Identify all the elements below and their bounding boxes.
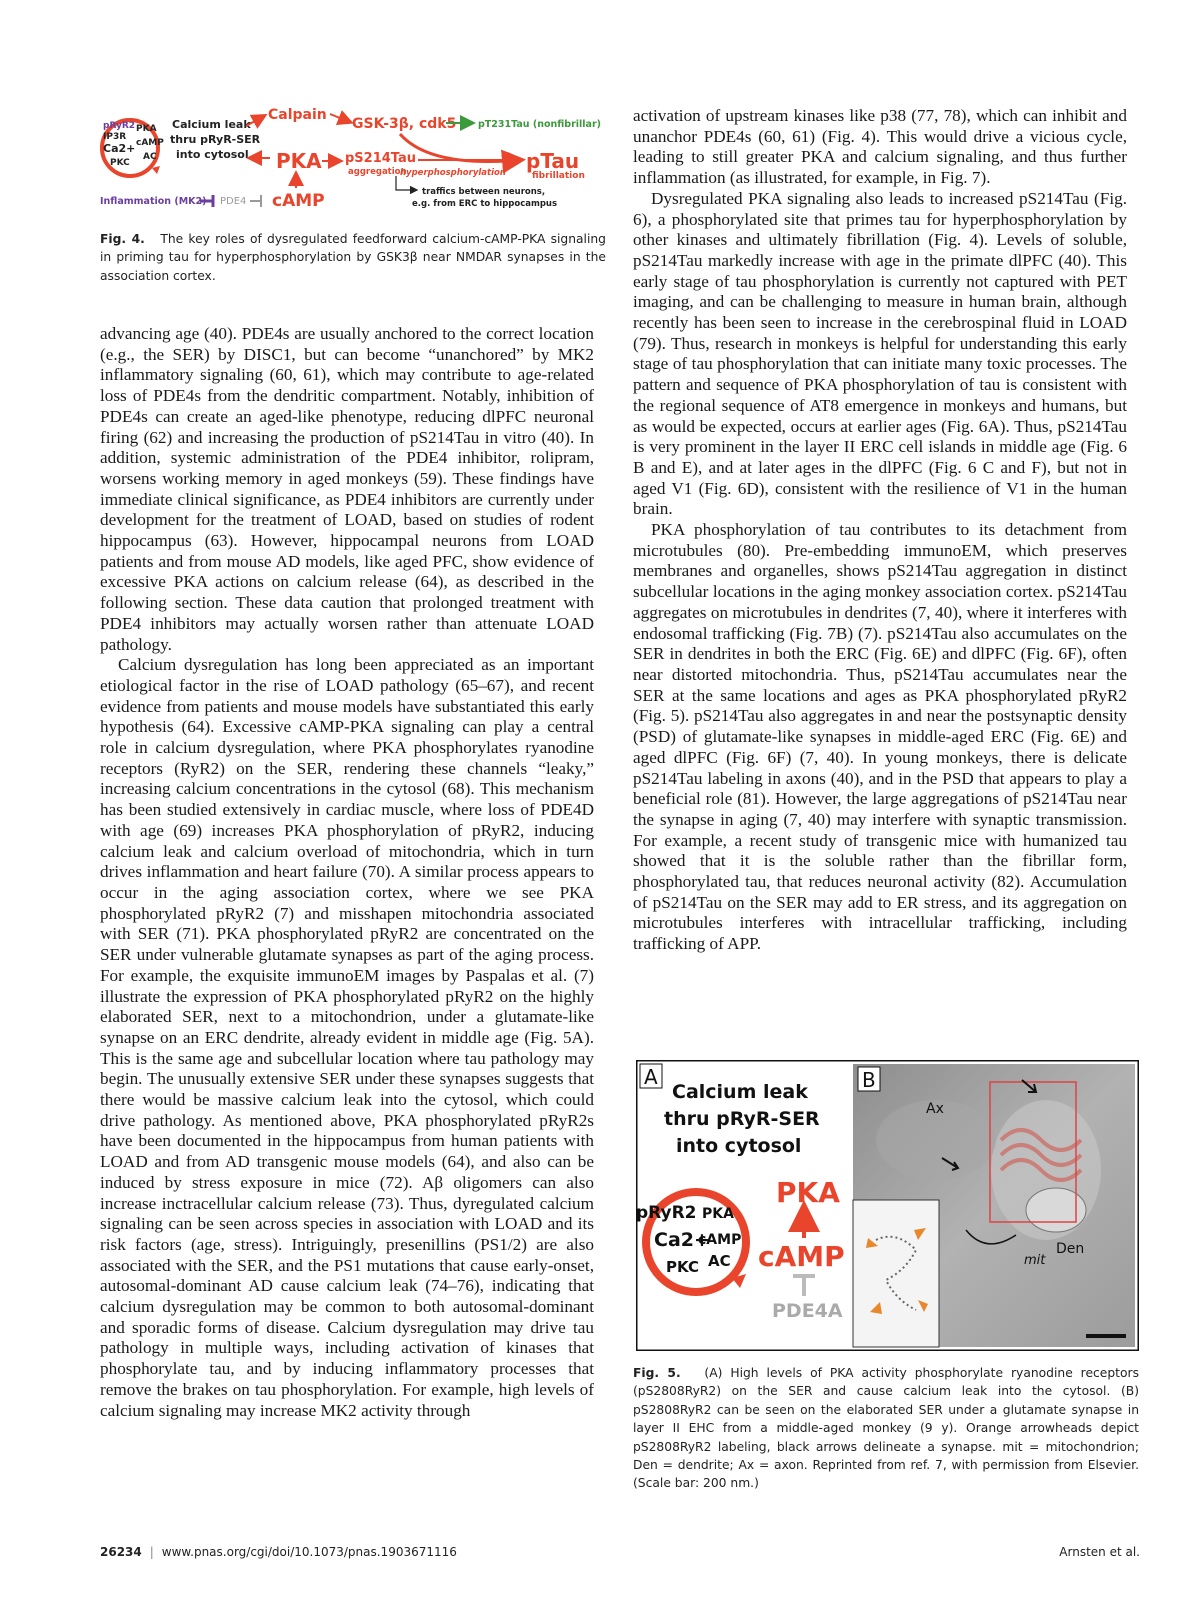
ring-label-ca: Ca2+	[103, 142, 136, 155]
panel-a-ring-pka: PKA	[702, 1206, 734, 1222]
right-paragraph-3: PKA phosphorylation of tau contributes to its detachment from microtubules (80). Pre-embedding immunoEM, which preserves membranes and organelles, shows pS214Tau aggregation in distinct subcellular locations in the aging monkey association cortex. pS214Tau aggregates on microtubules in dendrites (7, 40), where it interferes with endosomal trafficking (Fig. 7B) (7). pS214Tau also accumulates on the SER in dendrites in both the ERC (Fig. 6E) and dlPFC (Fig. 6F), often near distorted mitochondria. Thus, pS214Tau accumulates near the SER at the same locations and ages as PKA phosphorylated pRyR2 (Fig. 5). pS214Tau also aggregates in and near the postsynaptic density (PSD) of glutamate-like synapses in middle-aged ERC (Fig. 6E) and aged dlPFC (Fig. 6F) (7, 40). In young monkeys, there is delicate pS214Tau labeling in axons (40), and in the PSD that appears to play a beneficial role (81). However, the large aggregations of pS214Tau near the synapse in aging (7, 40) may interfere with synaptic transmission. For example, a recent study of transgenic mice with humanized tau showed that it is the soluble rather than the fibrillar form, phosphorylated tau, that reduces neuronal activity (82). Accumulation of pS214Tau on the SER may add to ER stress, and its aggregation on microtubules interferes with intracellular trafficking, including trafficking of APP.	[633, 520, 1127, 954]
ptau-label: pTau	[526, 149, 580, 173]
panel-a-title-1: Calcium leak	[672, 1081, 808, 1103]
right-paragraph-1: activation of upstream kinases like p38 (77, 78), which can inhibit and unanchor PDE4s (60, 61) (Fig. 4). This would drive a vicious cycle, leading to still greater PKA and calcium signaling, and thus further inflammation (as illustrated, for example, in Fig. 7).	[633, 106, 1127, 188]
arrow-gsk-to-ptau	[400, 134, 520, 162]
traffics-line1: traffics between neurons,	[422, 187, 546, 197]
calpain-label: Calpain	[268, 108, 327, 123]
left-column-text	[100, 324, 594, 1421]
page-footer-left	[100, 1545, 457, 1559]
em-mitochondrion	[1026, 1188, 1086, 1232]
arrow-to-gsk	[330, 114, 350, 122]
footer-separator: |	[149, 1545, 154, 1559]
page-number: 26234	[100, 1545, 142, 1559]
ring-label-pka: PKA	[136, 124, 157, 134]
fig4-diagram	[100, 108, 606, 218]
fibrillation-label: fibrillation	[532, 171, 585, 181]
panel-a-ring-camp: cAMP	[698, 1232, 742, 1248]
pde4-label: PDE4	[220, 196, 247, 207]
fig4-caption-text: The key roles of dysregulated feedforward calcium-cAMP-PKA signaling in priming tau for hyperphosphorylation by GSK3β near NMDAR synapses in the association cortex.	[100, 232, 606, 283]
pka-label: PKA	[276, 149, 322, 173]
fig4-caption-label: Fig. 4.	[100, 232, 145, 246]
pt231-label: pT231Tau (nonfibrillar)	[478, 119, 601, 130]
arrow-traffics	[396, 176, 416, 190]
calcium-leak-line2: thru pRyR-SER	[170, 133, 261, 146]
left-paragraph-1: advancing age (40). PDE4s are usually anchored to the correct location (e.g., the SER) by DISC1, but can become “unanchored” by MK2 inflammatory signaling (60, 61), which may contribute to age-related loss of PDE4s from the dendritic compartment. Notably, inhibition of PDE4s can create an aged-like phenotype, reducing dlPFC neuronal firing (62) and increasing the production of pS214Tau in vitro (40). In addition, systemic administration of the PDE4 inhibitor, rolipram, worsens working memory in aged monkeys (59). These findings have immediate clinical significance, as PDE4 inhibitors are currently under development for the treatment of LOAD, based on studies of rodent hippocampus (63). However, hippocampal neurons from LOAD patients and from mouse AD models, like aged PFC, show evidence of excessive PKA actions on calcium release (64), as described in the following section. These data caution that prolonged treatment with PDE4 inhibitors may actually worsen rather than attenuate LOAD pathology.	[100, 324, 594, 654]
left-paragraph-2: Calcium dysregulation has long been appreciated as an important etiological factor in the rise of LOAD pathology (65–67), and recent evidence from patients and mouse models have substantiated this early hypothesis (64). Excessive cAMP-PKA signaling can play a central role in calcium dysregulation, where PKA phosphorylates ryanodine receptors (RyR2) on the SER, rendering these channels “leaky,” increasing calcium concentrations in the cytosol (68). This mechanism has been studied extensively in cardiac muscle, where loss of PDE4D with age (69) increases PKA phosphorylation of pRyR2, inducing calcium leak and calcium overload of mitochondria, which in turn drives inflammation and heart failure (70). A similar process appears to occur in the aging association cortex, where we see PKA phosphorylated pRyR2 (7) and misshapen mitochondria associated with SER (71). PKA phosphorylated pRyR2 are concentrated on the SER under vulnerable glutamate synapses as part of the aging process. For example, the exquisite immunoEM images by Paspalas et al. (7) illustrate the expression of PKA phosphorylated pRyR2 on the highly elaborated SER, next to a mitochondrion, under a glutamate-like synapse on an ERC dendrite, already evident in middle age (Fig. 5A). This is the same age and subcellular location where tau pathology may begin. The unusually extensive SER under these synapses suggests that there would be massive calcium leak into the cytosol, which could drive pathology. As mentioned above, PKA phosphorylated pRyR2s have been documented in the hippocampus from human patients with LOAD and from AD transgenic mouse models (64), and also can be induced by stress exposure in mice (72). Aβ oligomers can also increase inctracellular calcium release (73). Thus, dyregulated calcium signaling can be seen across species in association with LOAD and its risk factors (age, stress). Intriguingly, presenillins (PS1/2) are also associated with the SER, and the PS1 mutations that cause early-onset, autosomal-dominant AD cause calcium leak (74–76), indicating that calcium dysregulation may be common to both autosomal-dominant and sporadic forms of disease. Calcium dysregulation may drive tau pathology in multiple ways, including activation of kinases that phosphorylate tau, and by inducing inflammatory processes that remove the brakes on tau phosphorylation. For example, high levels of calcium signaling may increase MK2 activity through	[100, 655, 594, 1420]
right-column-text	[633, 106, 1127, 955]
ring-label-pryr2: pRyR2	[103, 121, 136, 131]
panel-a-ring-ac: AC	[708, 1252, 731, 1270]
calcium-leak-line1: Calcium leak	[172, 118, 251, 131]
panel-a-ring-pryr2: pRyR2	[636, 1203, 697, 1223]
panel-a-ring-pkc: PKC	[666, 1258, 699, 1276]
footer-authors: Arnsten et al.	[1059, 1545, 1140, 1559]
traffics-line2: e.g. from ERC to hippocampus	[412, 199, 558, 209]
gsk-label: GSK-3β, cdk5	[352, 116, 457, 132]
ring-label-camp: cAMP	[136, 138, 164, 148]
ring-label-ip3r: IP3R	[103, 132, 127, 142]
fig5-caption-label: Fig. 5.	[633, 1366, 681, 1380]
fig5-panel-b	[853, 1064, 1135, 1347]
panel-a-title-2: thru pRyR-SER	[664, 1108, 820, 1130]
panel-b-ax: Ax	[926, 1101, 944, 1117]
panel-a-title-3: into cytosol	[676, 1135, 802, 1157]
panel-a-camp: cAMP	[758, 1240, 845, 1273]
fig5-figure	[636, 1060, 1139, 1351]
footer-url[interactable]: www.pnas.org/cgi/doi/10.1073/pnas.1903671116	[161, 1545, 457, 1559]
panel-b-mit: mit	[1024, 1253, 1046, 1268]
panel-a-letter: A	[644, 1065, 658, 1089]
panel-b-den: Den	[1056, 1241, 1085, 1257]
inflammation-label: Inflammation (MK2)	[100, 196, 207, 207]
fig4-caption	[100, 230, 606, 285]
fig5-caption-text: (A) High levels of PKA activity phosphorylate ryanodine receptors (pS2808RyR2) on the SER and cause calcium leak into the cytosol. (B) pS2808RyR2 can be seen on the elaborated SER under a glutamate synapse in layer II EHC from a middle-aged monkey (9 y). Orange arrowheads depict pS2808RyR2 labeling, black arrows delineate a synapse. mit = mitochondrion; Den = dendrite; Ax = axon. Reprinted from ref. 7, with permission from Elsevier. (Scale bar: 200 nm.)	[633, 1366, 1139, 1491]
camp-label: cAMP	[272, 191, 325, 211]
panel-b-letter: B	[862, 1068, 876, 1092]
aggregation-label: aggregation	[348, 167, 407, 177]
calcium-leak-line3: into cytosol	[176, 148, 249, 161]
fig5-caption	[633, 1364, 1139, 1493]
right-paragraph-2: Dysregulated PKA signaling also leads to increased pS214Tau (Fig. 6), a phosphorylated site that primes tau for hyperphosphorylation by other kinases and ultimately fibrillation (Fig. 4). Levels of soluble, pS214Tau markedly increase with age in the primate dlPFC (40). This early stage of tau phosphorylation is currently not captured with PET imaging, and can be challenging to measure in human brain, although recently has been seen to increase in the cerebrospinal fluid in LOAD (79). Thus, research in monkeys is helpful for understanding this early stage of tau phosphorylation that can initiate many toxic processes. The pattern and sequence of PKA phosphorylation of tau is consistent with the regional sequence of AT8 emergence in monkeys and humans, but as would be expected, occurs at earlier ages (Fig. 6A). Thus, pS214Tau is very prominent in the layer II ERC cell islands in middle age (Fig. 6 B and E), and at later ages in the dlPFC (Fig. 6 C and F), but not in aged V1 (Fig. 6D), consistent with the resilience of V1 in the human brain.	[633, 188, 1127, 519]
ring-label-ac: AC	[143, 152, 157, 162]
ps214-label: pS214Tau	[345, 151, 417, 166]
ring-label-pkc: PKC	[110, 158, 130, 168]
panel-a-pde4a: PDE4A	[772, 1300, 843, 1322]
ring-arrowhead-icon	[152, 166, 160, 174]
panel-a-ring-ca: Ca2+	[654, 1229, 710, 1251]
hyperphos-label: hyperphosphorylation	[400, 168, 506, 178]
panel-a-pka: PKA	[776, 1176, 840, 1209]
